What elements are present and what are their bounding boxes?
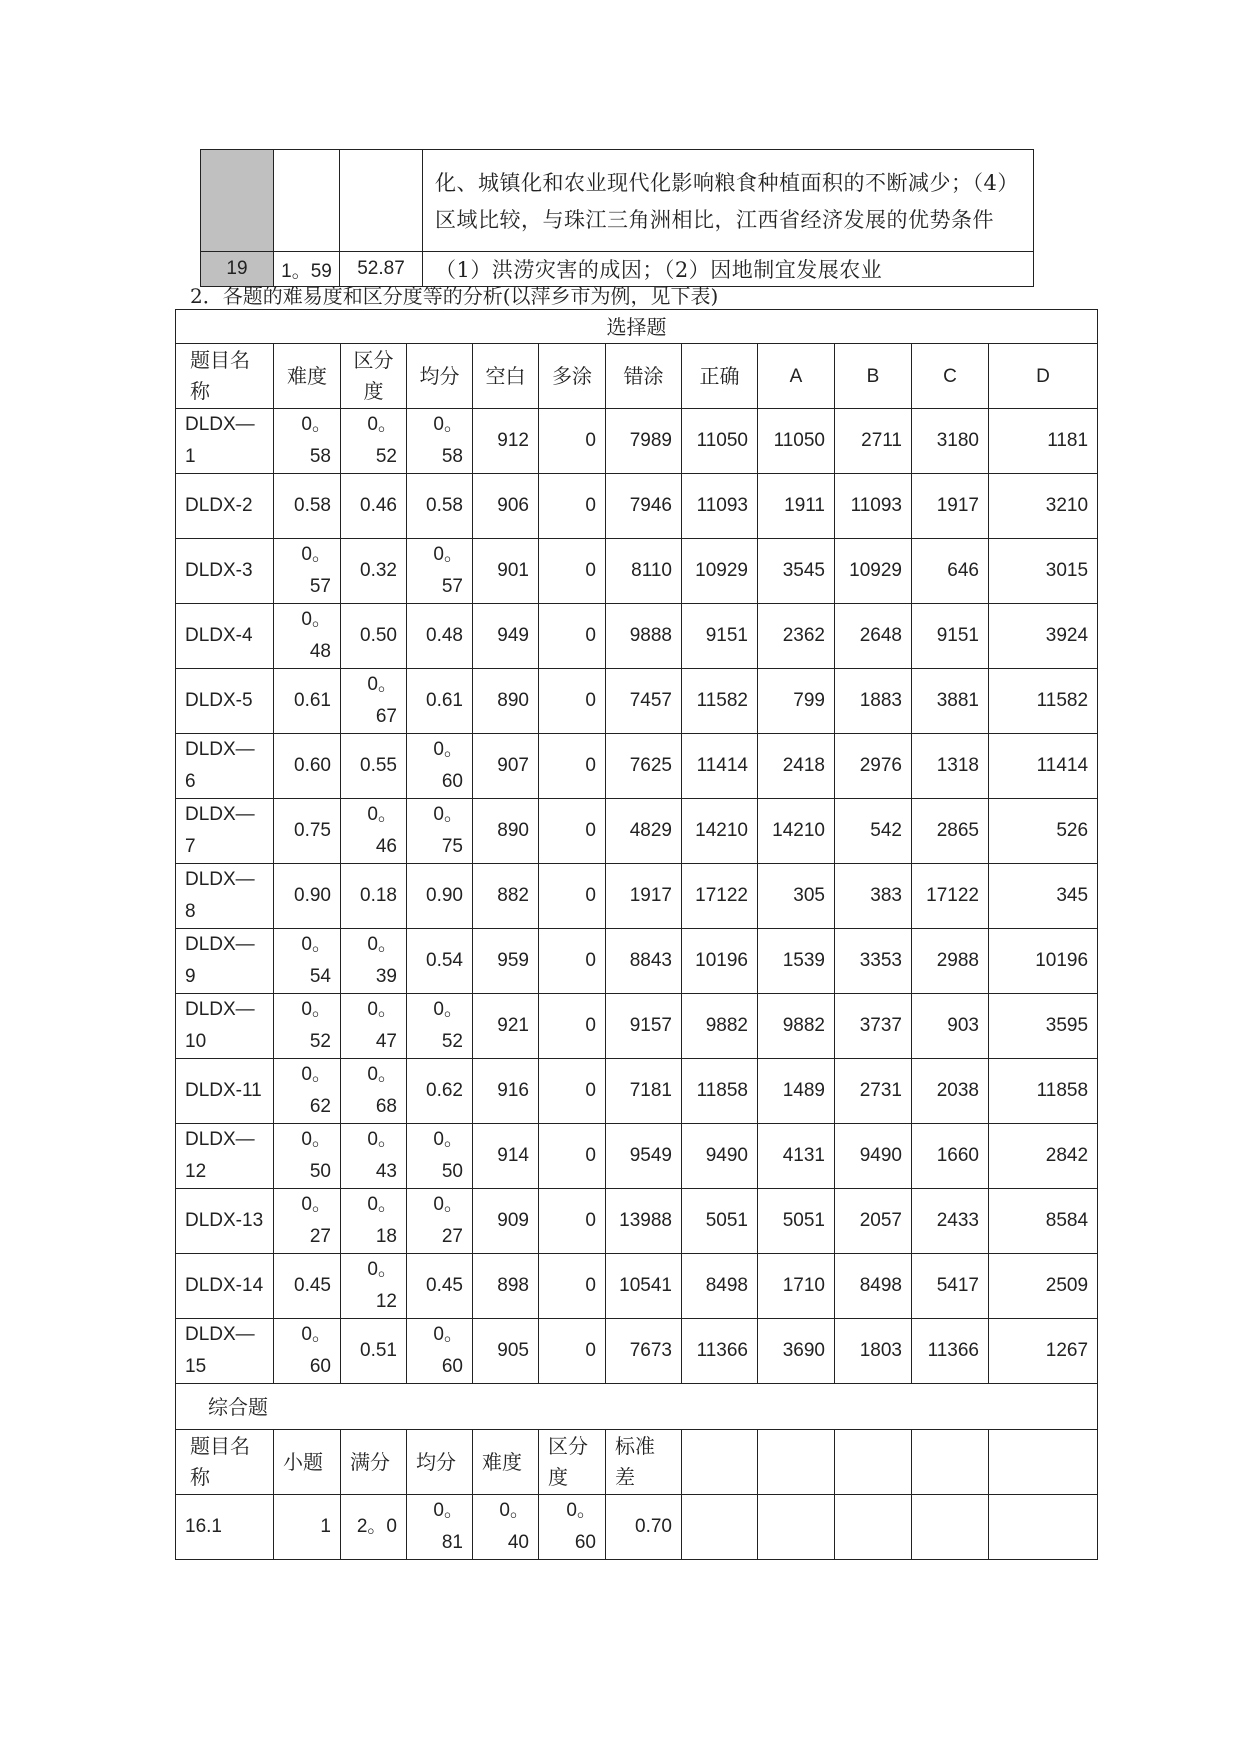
continuation-row [201, 150, 1034, 252]
column-header: 空白 [473, 344, 539, 409]
table-cell: 0。52 [274, 994, 341, 1059]
table-cell: 0.51 [341, 1319, 407, 1384]
table-cell: 0.61 [407, 669, 473, 734]
table-cell: 17122 [912, 864, 989, 929]
question-name-cell: DLDX-2 [176, 474, 274, 539]
table-cell: 7673 [606, 1319, 682, 1384]
table-cell: 2038 [912, 1059, 989, 1124]
table-cell: 2648 [835, 604, 912, 669]
table-cell: 0.61 [274, 669, 341, 734]
table-cell: 0.54 [407, 929, 473, 994]
column-header [912, 1430, 989, 1495]
table-cell: 2988 [912, 929, 989, 994]
choice-banner-row [176, 310, 1098, 344]
table-cell: 0。27 [274, 1189, 341, 1254]
table-cell: 1181 [989, 409, 1098, 474]
table-cell: 0 [539, 864, 606, 929]
column-header: A [758, 344, 835, 409]
table-cell: 11366 [912, 1319, 989, 1384]
table-cell: 542 [835, 799, 912, 864]
table-row [176, 1254, 1098, 1319]
table-cell: 8110 [606, 539, 682, 604]
table-row [176, 734, 1098, 799]
table-cell: 383 [835, 864, 912, 929]
table-cell: 0。52 [341, 409, 407, 474]
table-cell: 906 [473, 474, 539, 539]
table-cell: 912 [473, 409, 539, 474]
table-cell: 0.58 [274, 474, 341, 539]
column-header: 错涂 [606, 344, 682, 409]
table-cell: 0。43 [341, 1124, 407, 1189]
table-cell: 5417 [912, 1254, 989, 1319]
table-cell: 0。48 [274, 604, 341, 669]
table-cell: 0。60 [407, 1319, 473, 1384]
table-cell: 0.18 [341, 864, 407, 929]
table-cell: 8498 [682, 1254, 758, 1319]
table-cell: 7625 [606, 734, 682, 799]
question-name-cell: DLDX—7 [176, 799, 274, 864]
table-cell: 3924 [989, 604, 1098, 669]
column-header [835, 1430, 912, 1495]
column-header [989, 1430, 1098, 1495]
table-cell: 0。57 [407, 539, 473, 604]
table-row [176, 604, 1098, 669]
question-name-cell: DLDX-13 [176, 1189, 274, 1254]
table-cell: 9151 [682, 604, 758, 669]
table-cell: 3210 [989, 474, 1098, 539]
table-cell: 0 [539, 1059, 606, 1124]
table-cell: 2418 [758, 734, 835, 799]
table-cell: 0。62 [274, 1059, 341, 1124]
table-cell [758, 1495, 835, 1560]
table-cell: 13988 [606, 1189, 682, 1254]
table-row [176, 1495, 1098, 1560]
table-cell: 1803 [835, 1319, 912, 1384]
table-cell: 14210 [682, 799, 758, 864]
column-header: 区分度 [341, 344, 407, 409]
column-header: 小题 [274, 1430, 341, 1495]
table-cell: 1917 [912, 474, 989, 539]
question-name-cell: DLDX—6 [176, 734, 274, 799]
table-cell: 9157 [606, 994, 682, 1059]
column-header: 区分度 [539, 1430, 606, 1495]
table-cell: 0。54 [274, 929, 341, 994]
column-header: 题目名称 [176, 1430, 274, 1495]
column-header: 多涂 [539, 344, 606, 409]
empty-cell [340, 150, 423, 252]
table-cell: 14210 [758, 799, 835, 864]
table-cell: 916 [473, 1059, 539, 1124]
table-cell: 0。75 [407, 799, 473, 864]
choice-header-row [176, 344, 1098, 409]
table-cell: 0。60 [539, 1495, 606, 1560]
table-cell: 0。67 [341, 669, 407, 734]
table-row [176, 994, 1098, 1059]
top-continuation-table [200, 149, 1034, 287]
table-cell: 7946 [606, 474, 682, 539]
table-cell: 0 [539, 604, 606, 669]
table-row [176, 539, 1098, 604]
table-cell: 9549 [606, 1124, 682, 1189]
table-cell: 9882 [758, 994, 835, 1059]
table-cell: 10929 [835, 539, 912, 604]
table-cell: 890 [473, 799, 539, 864]
table-cell: 2865 [912, 799, 989, 864]
column-header: 难度 [274, 344, 341, 409]
table-cell [835, 1495, 912, 1560]
table-cell: 0。68 [341, 1059, 407, 1124]
table-cell: 0.75 [274, 799, 341, 864]
question-number: 19 [201, 252, 274, 287]
comprehensive-banner: 综合题 [176, 1384, 1098, 1430]
question-name-cell: 16.1 [176, 1495, 274, 1560]
table-cell: 0.58 [407, 474, 473, 539]
table-cell: 11414 [682, 734, 758, 799]
table-cell: 3353 [835, 929, 912, 994]
table-cell: 0。12 [341, 1254, 407, 1319]
table-cell: 901 [473, 539, 539, 604]
table-cell [989, 1495, 1098, 1560]
continuation-text: 化、城镇化和农业现代化影响粮食种植面积的不断减少；（4）区域比较，与珠江三角洲相比，江西省经济发展的优势条件 [423, 150, 1034, 252]
column-header: C [912, 344, 989, 409]
question-name-cell: DLDX—12 [176, 1124, 274, 1189]
comprehensive-header-row [176, 1430, 1098, 1495]
table-cell: 0。81 [407, 1495, 473, 1560]
table-cell: 0。47 [341, 994, 407, 1059]
column-header [682, 1430, 758, 1495]
table-cell: 0.70 [606, 1495, 682, 1560]
table-cell: 0.90 [274, 864, 341, 929]
column-header: 难度 [473, 1430, 539, 1495]
table-cell: 2842 [989, 1124, 1098, 1189]
analysis-table-body [176, 310, 1098, 1560]
table-cell: 914 [473, 1124, 539, 1189]
table-cell: 903 [912, 994, 989, 1059]
table-cell: 1660 [912, 1124, 989, 1189]
table-cell: 10541 [606, 1254, 682, 1319]
table-cell: 0.50 [341, 604, 407, 669]
table-cell: 0 [539, 669, 606, 734]
question-content: （1）洪涝灾害的成因；（2）因地制宜发展农业 [423, 252, 1034, 287]
table-cell: 11858 [682, 1059, 758, 1124]
table-cell: 0 [539, 1189, 606, 1254]
question-name-cell: DLDX-3 [176, 539, 274, 604]
column-header: 满分 [341, 1430, 407, 1495]
table-cell: 0.60 [274, 734, 341, 799]
table-cell: 0.45 [274, 1254, 341, 1319]
table-cell: 5051 [682, 1189, 758, 1254]
table-cell: 11582 [682, 669, 758, 734]
table-cell: 2731 [835, 1059, 912, 1124]
table-cell: 4131 [758, 1124, 835, 1189]
table-cell: 0 [539, 1124, 606, 1189]
question-name-cell: DLDX-14 [176, 1254, 274, 1319]
table-cell: 11050 [682, 409, 758, 474]
comprehensive-banner-row [176, 1384, 1098, 1430]
table-row [176, 864, 1098, 929]
column-header: 正确 [682, 344, 758, 409]
question-name-cell: DLDX—1 [176, 409, 274, 474]
table-cell: 1 [274, 1495, 341, 1560]
table-cell: 0。46 [341, 799, 407, 864]
table-cell: 0。60 [407, 734, 473, 799]
table-cell: 882 [473, 864, 539, 929]
table-row [176, 799, 1098, 864]
table-cell: 890 [473, 669, 539, 734]
table-cell: 7989 [606, 409, 682, 474]
table-cell: 799 [758, 669, 835, 734]
question-name-cell: DLDX-11 [176, 1059, 274, 1124]
table-cell: 10196 [682, 929, 758, 994]
table-cell: 907 [473, 734, 539, 799]
table-cell: 10196 [989, 929, 1098, 994]
table-cell: 7457 [606, 669, 682, 734]
table-cell: 9490 [835, 1124, 912, 1189]
table-cell: 2976 [835, 734, 912, 799]
table-cell: 3690 [758, 1319, 835, 1384]
table-cell: 11582 [989, 669, 1098, 734]
table-cell: 11093 [682, 474, 758, 539]
table-cell: 17122 [682, 864, 758, 929]
question-score: 52.87 [340, 252, 423, 287]
column-header [758, 1430, 835, 1495]
table-cell: 1917 [606, 864, 682, 929]
table-cell: 0.32 [341, 539, 407, 604]
table-cell: 0.90 [407, 864, 473, 929]
column-header: 题目名称 [176, 344, 274, 409]
gray-cell [201, 150, 274, 252]
table-cell: 2057 [835, 1189, 912, 1254]
table-cell: 0 [539, 734, 606, 799]
table-cell: 0 [539, 929, 606, 994]
table-cell: 0。40 [473, 1495, 539, 1560]
column-header: B [835, 344, 912, 409]
table-cell: 898 [473, 1254, 539, 1319]
table-cell: 0。27 [407, 1189, 473, 1254]
analysis-table [175, 309, 1098, 1560]
table-cell: 0 [539, 474, 606, 539]
table-cell: 1911 [758, 474, 835, 539]
table-cell: 0.62 [407, 1059, 473, 1124]
table-row [176, 929, 1098, 994]
table-cell: 0.48 [407, 604, 473, 669]
table-cell: 3180 [912, 409, 989, 474]
table-cell: 1710 [758, 1254, 835, 1319]
table-cell: 1883 [835, 669, 912, 734]
table-cell: 909 [473, 1189, 539, 1254]
table-cell [912, 1495, 989, 1560]
table-cell: 305 [758, 864, 835, 929]
table-cell: 9882 [682, 994, 758, 1059]
table-row [176, 409, 1098, 474]
table-cell: 0.46 [341, 474, 407, 539]
table-cell: 921 [473, 994, 539, 1059]
section-heading: 2．各题的难易度和区分度等的分析(以萍乡市为例，见下表) [190, 284, 719, 308]
table-cell: 11050 [758, 409, 835, 474]
table-cell [682, 1495, 758, 1560]
table-cell: 2509 [989, 1254, 1098, 1319]
table-cell: 646 [912, 539, 989, 604]
table-cell: 9490 [682, 1124, 758, 1189]
table-cell: 1267 [989, 1319, 1098, 1384]
table-cell: 2。0 [341, 1495, 407, 1560]
choice-banner: 选择题 [176, 310, 1098, 344]
table-row [176, 1189, 1098, 1254]
table-cell: 0 [539, 409, 606, 474]
question-name-cell: DLDX—10 [176, 994, 274, 1059]
table-row [176, 474, 1098, 539]
question-name-cell: DLDX—8 [176, 864, 274, 929]
table-row [176, 1319, 1098, 1384]
question-name-cell: DLDX-4 [176, 604, 274, 669]
table-cell: 0。50 [274, 1124, 341, 1189]
table-cell: 8584 [989, 1189, 1098, 1254]
column-header: 标准差 [606, 1430, 682, 1495]
table-row [176, 1124, 1098, 1189]
table-cell: 905 [473, 1319, 539, 1384]
table-cell: 3595 [989, 994, 1098, 1059]
question-name-cell: DLDX—15 [176, 1319, 274, 1384]
table-cell: 3737 [835, 994, 912, 1059]
table-cell: 0 [539, 994, 606, 1059]
table-cell: 1489 [758, 1059, 835, 1124]
table-cell: 2711 [835, 409, 912, 474]
table-cell: 4829 [606, 799, 682, 864]
table-cell: 3881 [912, 669, 989, 734]
table-cell: 949 [473, 604, 539, 669]
table-cell: 0 [539, 1319, 606, 1384]
question-difficulty: 1。59 [274, 252, 340, 287]
column-header: D [989, 344, 1098, 409]
table-cell: 345 [989, 864, 1098, 929]
table-cell: 8843 [606, 929, 682, 994]
table-cell: 0。39 [341, 929, 407, 994]
table-cell: 7181 [606, 1059, 682, 1124]
table-cell: 0。58 [407, 409, 473, 474]
table-row [176, 1059, 1098, 1124]
table-row [176, 669, 1098, 734]
table-cell: 5051 [758, 1189, 835, 1254]
table-cell: 3545 [758, 539, 835, 604]
table-cell: 3015 [989, 539, 1098, 604]
table-cell: 0。60 [274, 1319, 341, 1384]
table-cell: 10929 [682, 539, 758, 604]
table-cell: 0 [539, 1254, 606, 1319]
question-name-cell: DLDX—9 [176, 929, 274, 994]
table-cell: 959 [473, 929, 539, 994]
table-cell: 1318 [912, 734, 989, 799]
table-cell: 11858 [989, 1059, 1098, 1124]
table-cell: 11414 [989, 734, 1098, 799]
table-cell: 0.55 [341, 734, 407, 799]
table-cell: 1539 [758, 929, 835, 994]
table-cell: 11093 [835, 474, 912, 539]
table-cell: 0.45 [407, 1254, 473, 1319]
table-cell: 526 [989, 799, 1098, 864]
table-cell: 0 [539, 799, 606, 864]
table-cell: 2362 [758, 604, 835, 669]
table-cell: 11366 [682, 1319, 758, 1384]
table-cell: 0。57 [274, 539, 341, 604]
table-cell: 0 [539, 539, 606, 604]
table-cell: 9888 [606, 604, 682, 669]
empty-cell [274, 150, 340, 252]
column-header: 均分 [407, 1430, 473, 1495]
question-name-cell: DLDX-5 [176, 669, 274, 734]
table-cell: 0。52 [407, 994, 473, 1059]
table-cell: 8498 [835, 1254, 912, 1319]
column-header: 均分 [407, 344, 473, 409]
table-cell: 0。58 [274, 409, 341, 474]
table-cell: 2433 [912, 1189, 989, 1254]
table-cell: 0。50 [407, 1124, 473, 1189]
table-cell: 0。18 [341, 1189, 407, 1254]
table-cell: 9151 [912, 604, 989, 669]
